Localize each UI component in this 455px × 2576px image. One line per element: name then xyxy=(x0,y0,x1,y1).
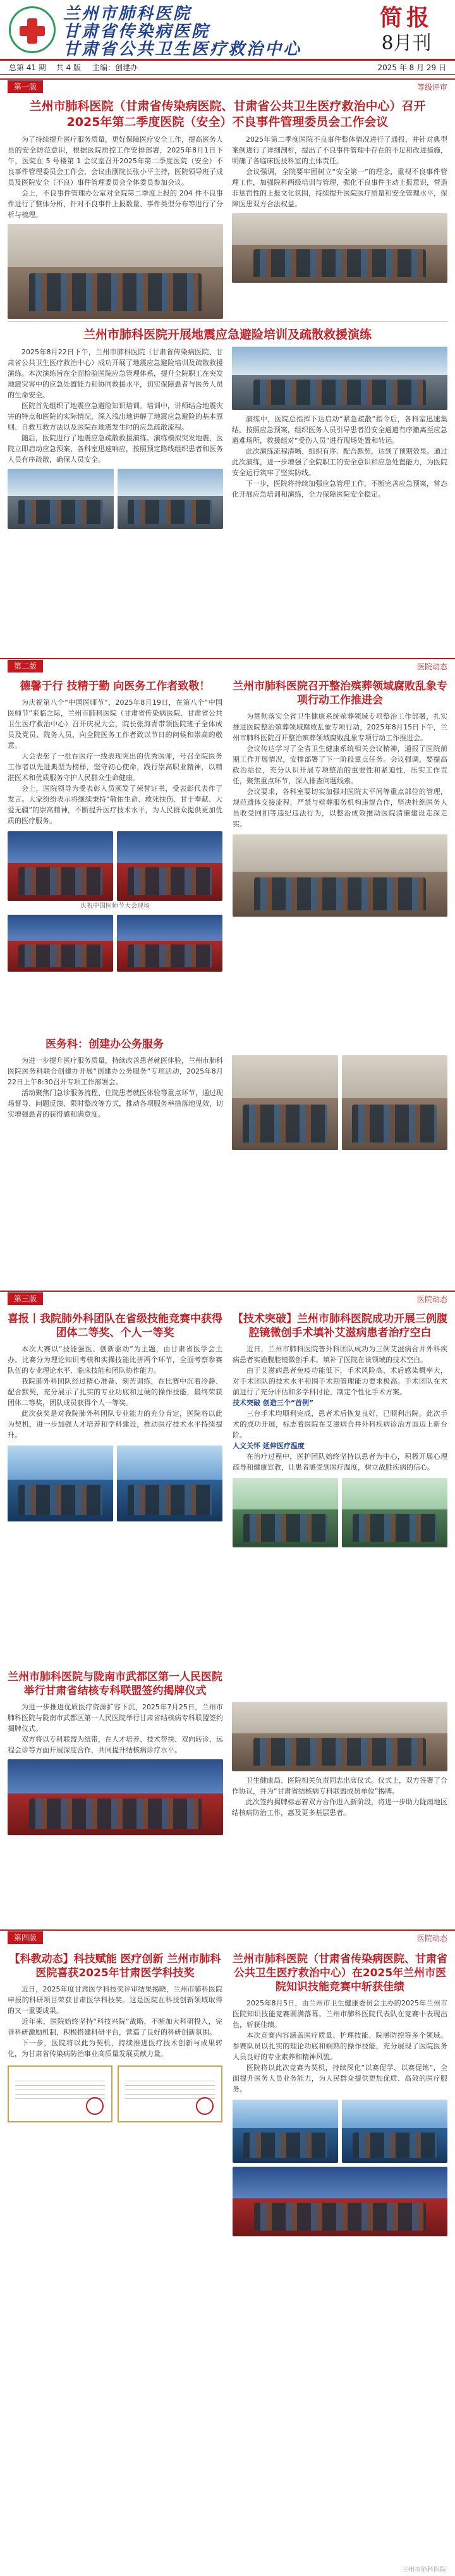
edition: 8月刊 xyxy=(381,32,432,54)
p1-drill-photo-3 xyxy=(232,347,447,410)
p4-contest-photo-2 xyxy=(342,2100,447,2163)
p3a2-subhead-2: 人文关怀 延伸医疗温度 xyxy=(233,1442,305,1450)
hospital-name-2: 甘肃省传染病医院 xyxy=(63,22,210,41)
masthead xyxy=(0,0,455,61)
p1-article1-right xyxy=(232,134,447,319)
p4-award-photo xyxy=(233,2167,447,2236)
p3a1-p2: 我院肺外科团队经过精心准备、刻苦训练，在比赛中沉着冷静、配合默契，充分展示了扎实的专业功底和过硬的操作技能，最终荣获团体二等奖，团队成员获得个人一等奖。 xyxy=(8,1377,222,1407)
p1-drill-photo-1 xyxy=(8,469,114,529)
section-header-1 xyxy=(0,78,455,94)
p3-signing-photo-2 xyxy=(232,1702,447,1771)
p4-article1-body xyxy=(8,1984,222,2059)
p1-article2-left xyxy=(8,347,223,529)
p3-article3-title: 兰州市肺科医院与陇南市武都区第一人民医院举行甘肃省结核专科联盟签约揭牌仪式 xyxy=(8,1671,222,1697)
p1a2-left-p2: 医院首先组织了地震应急避险知识培训。培训中，讲师结合地震灾害的特点和医院的实际情况，深入浅出地讲解了地震应急避险的基本原则、自救互救方法以及医院在地震发生时的应急疏散流程。 xyxy=(8,402,223,431)
section-label-4: 医院动态 xyxy=(416,1933,447,1943)
p1a2-right-p3: 下一步，医院将持续加强应急管理工作，不断完善应急预案，常态化开展应急培训和演练，全力保障医院安全稳定。 xyxy=(232,480,447,498)
p3-surgery-photos xyxy=(233,1478,447,1547)
p3-article3-cols xyxy=(8,1702,447,1835)
p1-article1-left xyxy=(8,134,223,319)
hospital-name-3: 甘肃省公共卫生医疗救治中心 xyxy=(63,40,302,59)
p2-meeting-photo xyxy=(233,834,447,917)
p1-article1-title-wrap xyxy=(0,94,455,134)
p3-article2-body xyxy=(233,1344,447,1473)
p2-ceremony-photo-4 xyxy=(117,915,222,972)
p3-article1-body xyxy=(8,1344,222,1440)
section-tab-3: 第三版 xyxy=(8,1292,43,1305)
p1a2-right-p2: 此次演练流程清晰、组织有序、配合默契，达到了预期效果。通过此次演练，进一步增强了全院职工的安全意识和应急处置能力，为医院安全运行筑牢了坚实防线。 xyxy=(232,447,447,477)
p1-article2-right xyxy=(232,347,447,529)
p2a2-p2: 会议传达学习了全省卫生健康系统相关会议精神，通报了医院前期工作开展情况，安排部署了下一阶段重点任务。会议强调，要提高政治站位，充分认识开展专项整治的重要性和紧迫性，压实工作责任，聚焦重点环节，深入排查问题线索。 xyxy=(233,745,447,785)
hospital-names xyxy=(63,5,367,58)
p4-article1-title: 【科教动态】科技赋能 医疗创新 兰州市肺科医院喜获2025年甘肃医学科技奖 xyxy=(9,1953,221,1979)
p3a3-left-p2: 双方将以专科联盟为纽带，在人才培养、技术帮扶、双向转诊、远程会诊等方面开展深度合作，共同提升结核病诊疗水平。 xyxy=(8,1735,223,1754)
section-label-2: 医院动态 xyxy=(416,662,447,671)
p2-article3-photos xyxy=(232,1055,447,1150)
p4-article2 xyxy=(233,1952,447,2236)
p4-certificates xyxy=(8,2065,222,2122)
p2-article1-body xyxy=(8,697,222,826)
p2-article2-title: 兰州市肺科医院召开整治殡葬领域腐败乱象专项行动工作推进会 xyxy=(233,680,447,707)
p4a2-p1: 2025年8月5日，由兰州市卫生健康委员会主办的2025年兰州市医院知识技能竞赛圆满落幕。兰州市肺科医院代表队在竞赛中表现出色，斩获佳绩。 xyxy=(233,1999,447,2029)
p3-article2 xyxy=(233,1312,447,1547)
p2-ceremony-photo-1 xyxy=(8,831,113,901)
p2a1-p1: 为庆祝第八个“中国医师节”，2025年8月19日，在第八个“中国医师节”来临之际，兰州市肺科医院（甘肃省传染病医院、甘肃省公共卫生医疗救治中心）召开庆祝大会，院长张海青带领医院班子全体成员及党员、院务人员，向全院医务工作者致以节日的问候和崇高的敬意。 xyxy=(8,698,222,750)
p3-signing-photo-1 xyxy=(8,1759,223,1835)
p2-article1 xyxy=(8,679,222,972)
p4a1-p1: 近日，2025年度甘肃医学科技奖评审结果揭晓，兰州市肺科医院申报的科研项目荣获甘肃医学科技奖。这是医院在科技创新领域取得的又一重要成果。 xyxy=(8,1985,222,2015)
p1a1-left-p2: 会上，不良事件管理办公室对全院第二季度上报的 204 件不良事件进行了整体分析，针对不良事件上报数量、事件类型分布等进行了分析与梳理。 xyxy=(8,189,223,219)
p4-article2-body xyxy=(233,1998,447,2095)
p4a1-p2: 近年来，医院始终坚持“科技兴院”战略，不断加大科研投入，完善科研激励机制，积极搭建科研平台，营造了良好的科研创新氛围。 xyxy=(8,2017,222,2036)
p3a3-right-p2: 此次签约揭牌标志着双方合作进入新阶段，将进一步助力陇南地区结核病防治工作，惠及更多基层患者。 xyxy=(232,1798,447,1817)
p4-contest-photo-1 xyxy=(233,2100,338,2163)
issue-bar xyxy=(0,61,455,75)
p2-ceremony-photos-2 xyxy=(8,915,222,972)
p3-article1-title: 喜报丨我院肺外科团队在省级技能竞赛中获得团体二等奖、个人一等奖 xyxy=(8,1313,222,1339)
p1-article1-body xyxy=(0,134,455,319)
p4-certificate-1 xyxy=(8,2065,112,2122)
p1a1-right-p1: 2025年第二季度医院不良事件整体情况进行了通报，并针对典型案例进行了详细剖析，提出了不良事件管理中存在的不足和改进措施，明确了各临床医技科室的主体责任。 xyxy=(232,135,447,165)
p2-service-photo-1 xyxy=(232,1055,338,1150)
editor: 主编：创建办 xyxy=(92,63,138,72)
seal-icon xyxy=(86,2097,104,2115)
p3-article3-right xyxy=(232,1702,447,1835)
p1-divider xyxy=(8,321,447,322)
p1a2-left-p3: 随后，医院进行了地震应急疏散救援演练。演练模拟突发地震，医院立即启动应急预案，各科室迅速响应，按照预定路线组织患者和医务人员有序疏散，确保人员安全。 xyxy=(8,434,223,464)
p3a2-subhead-1: 技术突破 创造三个“首例” xyxy=(233,1399,314,1407)
p3a1-p1: 本次大赛以“技能强医、创新驱动”为主题，由甘肃省医学会主办。比赛分为理论知识考核和实操技能比拼两个环节，全面考察参赛队伍的专业理论水平、临床技能和团队协作能力。 xyxy=(8,1345,222,1375)
hospital-name-1: 兰州市肺科医院 xyxy=(63,4,192,23)
p1-article2-title: 兰州市肺科医院开展地震应急避险培训及疏散救援演练 xyxy=(83,328,372,342)
section-label-1: 等级评审 xyxy=(416,82,447,92)
section-header-3 xyxy=(0,1291,455,1306)
p2-article3 xyxy=(8,1037,447,1150)
p4-article2-title: 兰州市肺科医院（甘肃省传染病医院、甘肃省公共卫生医疗救治中心）在2025年兰州市医院知识技能竞赛中斩获佳绩 xyxy=(233,1953,447,1993)
p2-article2 xyxy=(233,679,447,917)
section-tab-1: 第一版 xyxy=(8,80,43,93)
hospital-logo-icon xyxy=(9,6,56,53)
p2-article3-left xyxy=(8,1055,223,1150)
p3a3-left-p1: 为进一步推进优质医疗资源扩容下沉，2025年7月25日，兰州市肺科医院与陇南市武都区第一人民医院举行甘肃省结核病专科联盟签约揭牌仪式。 xyxy=(8,1703,223,1733)
p2-service-photo-2 xyxy=(342,1055,448,1150)
p4-article1 xyxy=(8,1952,222,2122)
p1-meeting-photo xyxy=(8,224,223,319)
p3-surgery-photo-2 xyxy=(342,1478,447,1547)
p2-article3-title: 医务科：创建办公务服务 xyxy=(46,1038,164,1051)
publication-type: 简报 xyxy=(379,4,433,31)
p2-ceremony-photos xyxy=(8,831,222,901)
p1-article2-body xyxy=(0,347,455,529)
p3-article2-title: 【技术突破】兰州市肺科医院成功开展三例腹腔镜微创手术填补艾滋病患者治疗空白 xyxy=(233,1313,447,1339)
p2a2-p3: 会议要求，各科室要切实加强对医院太平间等重点部位的管理，规范遗体交接流程，严禁与殡葬服务机构违规合作，坚决杜绝医务人员收受回扣等违纪违法行为，以整治成效推动医院清廉建设走深走实。 xyxy=(233,788,447,828)
p2a1-p3: 会上，医院领导为受表彰人员颁发了荣誉证书，受表彰代表作了发言。大家纷纷表示将继续秉持“敬佑生命、救死扶伤、甘于奉献、大爱无疆”的崇高精神，不断提升医疗技术水平，为人民群众提供更加优质的医疗服务。 xyxy=(8,784,222,825)
p1a2-left-p1: 2025年8月22日下午，兰州市肺科医院（甘肃省传染病医院、甘肃省公共卫生医疗救治中心）成功开展了地震应急避险培训及疏散救援演练。本次演练旨在全面检验医院应急管理体系，提升全院职工在突发地震灾害中的应急处置能力和协同救援水平，切实保障患者与医务人员的生命安全。 xyxy=(8,348,223,399)
section-header-4 xyxy=(0,1929,455,1945)
p1-article1-title: 兰州市肺科医院（甘肃省传染病医院、甘肃省公共卫生医疗救治中心）召开2025年第二季度医院（安全）不良事件管理委员会工作会议 xyxy=(29,99,426,129)
p2-article3-text xyxy=(8,1055,223,1120)
p3-article3-left xyxy=(8,1702,223,1835)
p3-contest-photo-2 xyxy=(117,1446,222,1521)
p3a1-p3: 此次获奖是对我院肺外科团队专业能力的充分肯定，医院将以此为契机，进一步加强人才培养和学科建设，推动医疗技术水平持续提升。 xyxy=(8,1409,222,1439)
p4-contest-photos xyxy=(233,2100,447,2163)
p2-ceremony-photo-2 xyxy=(117,831,222,901)
p3-article1 xyxy=(8,1312,222,1521)
footer-signature: 兰州市肺科医院 xyxy=(402,2567,446,2573)
issue-number: 总第 41 期 共 4 版 xyxy=(9,63,81,72)
section-tab-2: 第二版 xyxy=(8,660,43,672)
p3-surgery-photo-1 xyxy=(233,1478,338,1547)
section-header-2 xyxy=(0,658,455,673)
p1a1-left-p1: 为了持续提升医疗服务质量，更好保障医疗安全工作，提高医务人员的安全防范意识，根据医院质控工作安排部署，2025年8月1日下午，医院在 5 号楼第 1 会议室召开2025年第二季度医院（安全）不良事件管理委员会工作会，会议由副院长张小平主持，医院领导班子成员及医院安全（不良）事件管理委员会全体委员参加会议。 xyxy=(8,135,223,187)
seal-icon xyxy=(196,2097,214,2115)
p3a2-p2: 由于艾滋病患者免疫功能低下，手术风险高、术后感染概率大，对手术团队的技术水平和围手术期管理能力要求极高。手术团队在术前进行了充分评估和多学科讨论，制定个性化手术方案。 xyxy=(233,1366,447,1396)
section-label-3: 医院动态 xyxy=(416,1294,447,1304)
p1-meeting-photo-2 xyxy=(232,213,447,283)
p3-contest-photo-1 xyxy=(8,1446,113,1521)
p4a2-p2: 本次竞赛内容涵盖医疗质量、护理技能、院感防控等多个领域。参赛队员以扎实的理论功底和娴熟的操作技能，充分展现了医院医务人员良好的专业素养和精神风貌。 xyxy=(233,2031,447,2061)
p3a2-p4: 在治疗过程中，医护团队始终坚持以患者为中心，积极开展心理疏导和健康宣教，让患者感受到医疗温度，树立战胜疾病的信心。 xyxy=(233,1452,447,1471)
p3-contest-photos xyxy=(8,1446,222,1521)
p2a2-p1: 为贯彻落实全省卫生健康系统殡葬领域专项整治工作部署，扎实推进医院整治殡葬领域腐败乱象专项行动，2025年8月15日下午，兰州市肺科医院召开整治殡葬领域腐败乱象专项行动工作推进会。 xyxy=(233,712,447,742)
p2-article2-body xyxy=(233,711,447,829)
p1-article2-title-wrap xyxy=(0,325,455,347)
p3-article3 xyxy=(8,1670,447,1835)
issue-date: 2025 年 8 月 29 日 xyxy=(377,63,446,72)
p4a1-p3: 下一步，医院将以此为契机，持续推进医疗技术创新与成果转化，为甘肃省传染病防治事业高质量发展贡献力量。 xyxy=(8,2039,222,2058)
section-tab-4: 第四版 xyxy=(8,1931,43,1944)
p3a2-p1: 近日，兰州市肺科医院普外科团队成功为三例艾滋病合并外科疾病患者实施腹腔镜微创手术，填补了医院在该领域的技术空白。 xyxy=(233,1345,447,1364)
p2-ceremony-photo-3 xyxy=(8,915,113,972)
p2-article1-title: 德馨于行 技精于勤 向医务工作者致敬！ xyxy=(20,680,210,693)
p1-drill-photo-2 xyxy=(118,469,224,529)
p4a2-p3: 医院将以此次竞赛为契机，持续深化“以赛促学、以赛促练”，全面提升医务人员业务能力，为人民群众提供更加优质、高效的医疗服务。 xyxy=(233,2064,447,2093)
p2a3-p1: 为进一步提升医疗服务质量，持续改善患者就医体验，兰州市肺科医院医务科联合创建办开展“创建办公务服务”专项活动，2025年8月22日上午8:30召开专项工作部署会。 xyxy=(8,1056,223,1086)
p1-drill-photos-left xyxy=(8,469,223,529)
publication-kind xyxy=(372,4,441,56)
p2a3-p2: 活动聚焦门急诊服务流程、住院患者就医体验等重点环节，通过现场督导、问题反馈、限时整改等方式，推动各项服务举措落地见效，切实增强患者的获得感和满意度。 xyxy=(8,1089,223,1118)
p3a3-right-p1: 卫生健康局、医院相关负责同志出席仪式。仪式上，双方签署了合作协议，并为“甘肃省结核病专科联盟成员单位”揭牌。 xyxy=(232,1776,447,1795)
p4-certificate-2 xyxy=(118,2065,222,2122)
p2-photo-caption: 庆祝中国医师节大会现场 xyxy=(80,903,150,910)
p2a1-p2: 大会表彰了一批在医疗一线表现突出的优秀医师，号召全院医务工作者以先进典型为榜样，坚守初心使命，践行崇高职业精神，以精湛医术和优质服务守护人民群众生命健康。 xyxy=(8,752,222,782)
p2-article3-cols xyxy=(8,1055,447,1150)
p3a2-p3: 三台手术均顺利完成，患者术后恢复良好，已顺利出院。此次手术的成功开展，标志着医院在艾滋病合并外科疾病诊治方面迈上新台阶。 xyxy=(233,1409,447,1439)
p1a2-right-p1: 演练中，医院总指挥下达启动“紧急疏散”指令后，各科室迅速集结，按照应急预案，组织医务人员引导患者沿安全通道有序撤离至应急避难场所，救援组对“受伤人员”进行现场处置和转运。 xyxy=(232,415,447,445)
p1a1-right-p2: 会议强调，全院要牢固树立“安全第一”的理念，重视不良事件管理工作，加强院科两级培训与管理，强化不良事件主动上报意识，营造非惩罚性的上报文化氛围，持续提升医院医疗质量和安全管理水平，保障医患双方合法权益。 xyxy=(232,168,447,208)
